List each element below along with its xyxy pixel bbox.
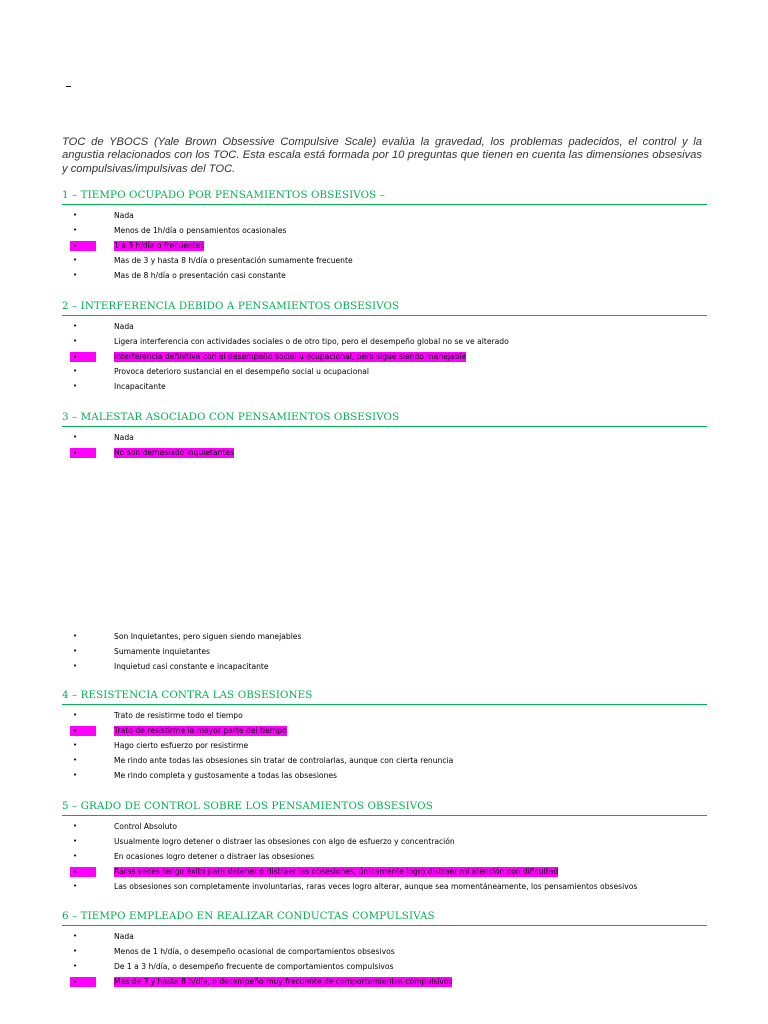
option-list xyxy=(62,929,707,989)
bullet-icon: • xyxy=(73,632,78,640)
list-item xyxy=(62,659,707,674)
section-4 xyxy=(62,688,707,783)
list-item xyxy=(62,268,707,283)
option-text: Provoca deterioro sustancial en el desempeño social u ocupacional xyxy=(114,367,369,376)
bullet-icon: • xyxy=(73,256,78,264)
option-text: Me rindo ante todas las obsesiones sin tratar de controlarlas, aunque con cierta renuncia xyxy=(114,756,454,765)
section-heading: 2 – INTERFERENCIA DEBIDO A PENSAMIENTOS OBSESIVOS xyxy=(62,300,400,312)
bullet-icon: • xyxy=(73,756,78,764)
list-item-highlighted xyxy=(62,864,707,879)
list-item xyxy=(62,959,707,974)
option-text: Raras veces tengo éxito para detener o distraer las obsesiones, únicamente logro distraer mi atención con dificultad xyxy=(114,867,559,876)
option-text: Control Absoluto xyxy=(114,822,178,831)
list-item xyxy=(62,364,707,379)
bullet-icon: • xyxy=(73,337,78,345)
list-item xyxy=(62,629,707,644)
list-item-highlighted xyxy=(62,974,707,989)
list-item xyxy=(62,253,707,268)
section-2 xyxy=(62,299,707,394)
bullet-icon: • xyxy=(73,962,78,970)
list-item xyxy=(62,334,707,349)
bullet-icon: • xyxy=(73,647,78,655)
option-list xyxy=(62,319,707,394)
list-item xyxy=(62,834,707,849)
option-list xyxy=(62,629,707,674)
list-item xyxy=(62,738,707,753)
option-text: Hago cierto esfuerzo por resistirme xyxy=(114,741,249,750)
list-item xyxy=(62,768,707,783)
bullet-icon: • xyxy=(73,932,78,940)
bullet-icon: • xyxy=(73,771,78,779)
option-text: Nada xyxy=(114,433,134,442)
bullet-icon: • xyxy=(73,882,78,890)
section-3 xyxy=(62,410,707,460)
bullet-icon: • xyxy=(73,433,78,441)
section-divider xyxy=(62,315,707,316)
option-text: Usualmente logro detener o distraer las obsesiones con algo de esfuerzo y concentración xyxy=(114,837,455,846)
bullet-icon: • xyxy=(73,322,78,330)
section-heading: 5 – GRADO DE CONTROL SOBRE LOS PENSAMIENTOS OBSESIVOS xyxy=(62,800,433,812)
section-divider xyxy=(62,704,707,705)
option-text: Nada xyxy=(114,932,134,941)
option-list xyxy=(62,430,707,460)
bullet-icon: • xyxy=(73,741,78,749)
bullet-icon: • xyxy=(73,226,78,234)
section-heading: 3 – MALESTAR ASOCIADO CON PENSAMIENTOS OBSESIVOS xyxy=(62,411,400,423)
list-item xyxy=(62,753,707,768)
list-item xyxy=(62,208,707,223)
list-item xyxy=(62,944,707,959)
section-divider xyxy=(62,815,707,816)
section-1 xyxy=(62,188,707,283)
option-text: Inquietud casi constante e incapacitante xyxy=(114,662,269,671)
bullet-icon: • xyxy=(73,367,78,375)
option-text: Me rindo completa y gustosamente a todas las obsesiones xyxy=(114,771,338,780)
bullet-icon: • xyxy=(70,448,96,458)
dash-mark xyxy=(66,86,71,87)
list-item-highlighted xyxy=(62,445,707,460)
section-heading: 1 – TIEMPO OCUPADO POR PENSAMIENTOS OBSESIVOS – xyxy=(62,189,385,201)
option-text: Nada xyxy=(114,322,134,331)
list-item xyxy=(62,849,707,864)
bullet-icon: • xyxy=(73,271,78,279)
option-text: Son Inquietantes, pero siguen siendo manejables xyxy=(114,632,302,641)
list-item xyxy=(62,319,707,334)
option-text: Trato de resistirme todo el tiempo xyxy=(114,711,243,720)
section-3-continued xyxy=(62,629,707,674)
option-text: Incapacitante xyxy=(114,382,166,391)
list-item-highlighted xyxy=(62,238,707,253)
list-item-highlighted xyxy=(62,723,707,738)
bullet-icon: • xyxy=(73,837,78,845)
list-item-highlighted xyxy=(62,349,707,364)
bullet-icon: • xyxy=(70,241,96,251)
section-6 xyxy=(62,909,707,989)
section-heading: 6 – TIEMPO EMPLEADO EN REALIZAR CONDUCTAS COMPULSIVAS xyxy=(62,910,435,922)
intro-paragraph: TOC de YBOCS (Yale Brown Obsessive Compulsive Scale) evalúa la gravedad, los problemas padecidos, el control y la angustia relacionados con los TOC. Esta escala está formada por 10 preguntas que tienen en cuenta las dimensiones obsesivas y compulsivas/impulsivas del TOC. xyxy=(62,136,702,175)
section-5 xyxy=(62,799,707,894)
list-item xyxy=(62,379,707,394)
section-divider xyxy=(62,204,707,205)
list-item xyxy=(62,223,707,238)
option-text: No son demasiado inquietantes xyxy=(114,448,235,457)
list-item xyxy=(62,819,707,834)
option-text: Menos de 1 h/día, o desempeño ocasional de comportamientos obsesivos xyxy=(114,947,395,956)
list-item xyxy=(62,430,707,445)
option-text: Menos de 1h/día o pensamientos ocasionales xyxy=(114,226,287,235)
option-list xyxy=(62,708,707,783)
option-text: Mas de 8 h/día o presentación casi constante xyxy=(114,271,286,280)
bullet-icon: • xyxy=(70,977,96,987)
list-item xyxy=(62,708,707,723)
option-text: En ocasiones logro detener o distraer las obsesiones xyxy=(114,852,315,861)
section-divider xyxy=(62,925,707,926)
option-text: Interferencia definitiva con el desempeño social u ocupacional, pero sigue siendo manejable xyxy=(114,352,467,361)
option-text: Trato de resistirme la mayor parte del tiempo xyxy=(114,726,287,735)
option-text: Las obsesiones son completamente involuntarias, raras veces logro alterar, aunque sea momentáneamente, los pensamientos obsesivos xyxy=(114,882,638,891)
bullet-icon: • xyxy=(73,822,78,830)
option-text: De 1 a 3 h/día, o desempeño frecuente de comportamientos compulsivos xyxy=(114,962,394,971)
option-text: Nada xyxy=(114,211,134,220)
bullet-icon: • xyxy=(70,867,96,877)
list-item xyxy=(62,929,707,944)
bullet-icon: • xyxy=(73,947,78,955)
bullet-icon: • xyxy=(73,711,78,719)
section-heading: 4 – RESISTENCIA CONTRA LAS OBSESIONES xyxy=(62,689,313,701)
bullet-icon: • xyxy=(73,211,78,219)
bullet-icon: • xyxy=(70,726,96,736)
list-item xyxy=(62,879,707,894)
option-text: 1 a 3 h/día o frecuentes xyxy=(114,241,205,250)
bullet-icon: • xyxy=(73,662,78,670)
option-text: Mas de 3 y hasta 8 h/día, o desempeño muy frecuente de comportamientos compulsivos xyxy=(114,977,453,986)
option-list xyxy=(62,208,707,283)
bullet-icon: • xyxy=(70,352,96,362)
section-divider xyxy=(62,426,707,427)
bullet-icon: • xyxy=(73,852,78,860)
option-text: Sumamente inquietantes xyxy=(114,647,211,656)
list-item xyxy=(62,644,707,659)
option-text: Ligera interferencia con actividades sociales o de otro tipo, pero el desempeño global no se ve alterado xyxy=(114,337,509,346)
option-text: Mas de 3 y hasta 8 h/día o presentación sumamente frecuente xyxy=(114,256,353,265)
bullet-icon: • xyxy=(73,382,78,390)
option-list xyxy=(62,819,707,894)
